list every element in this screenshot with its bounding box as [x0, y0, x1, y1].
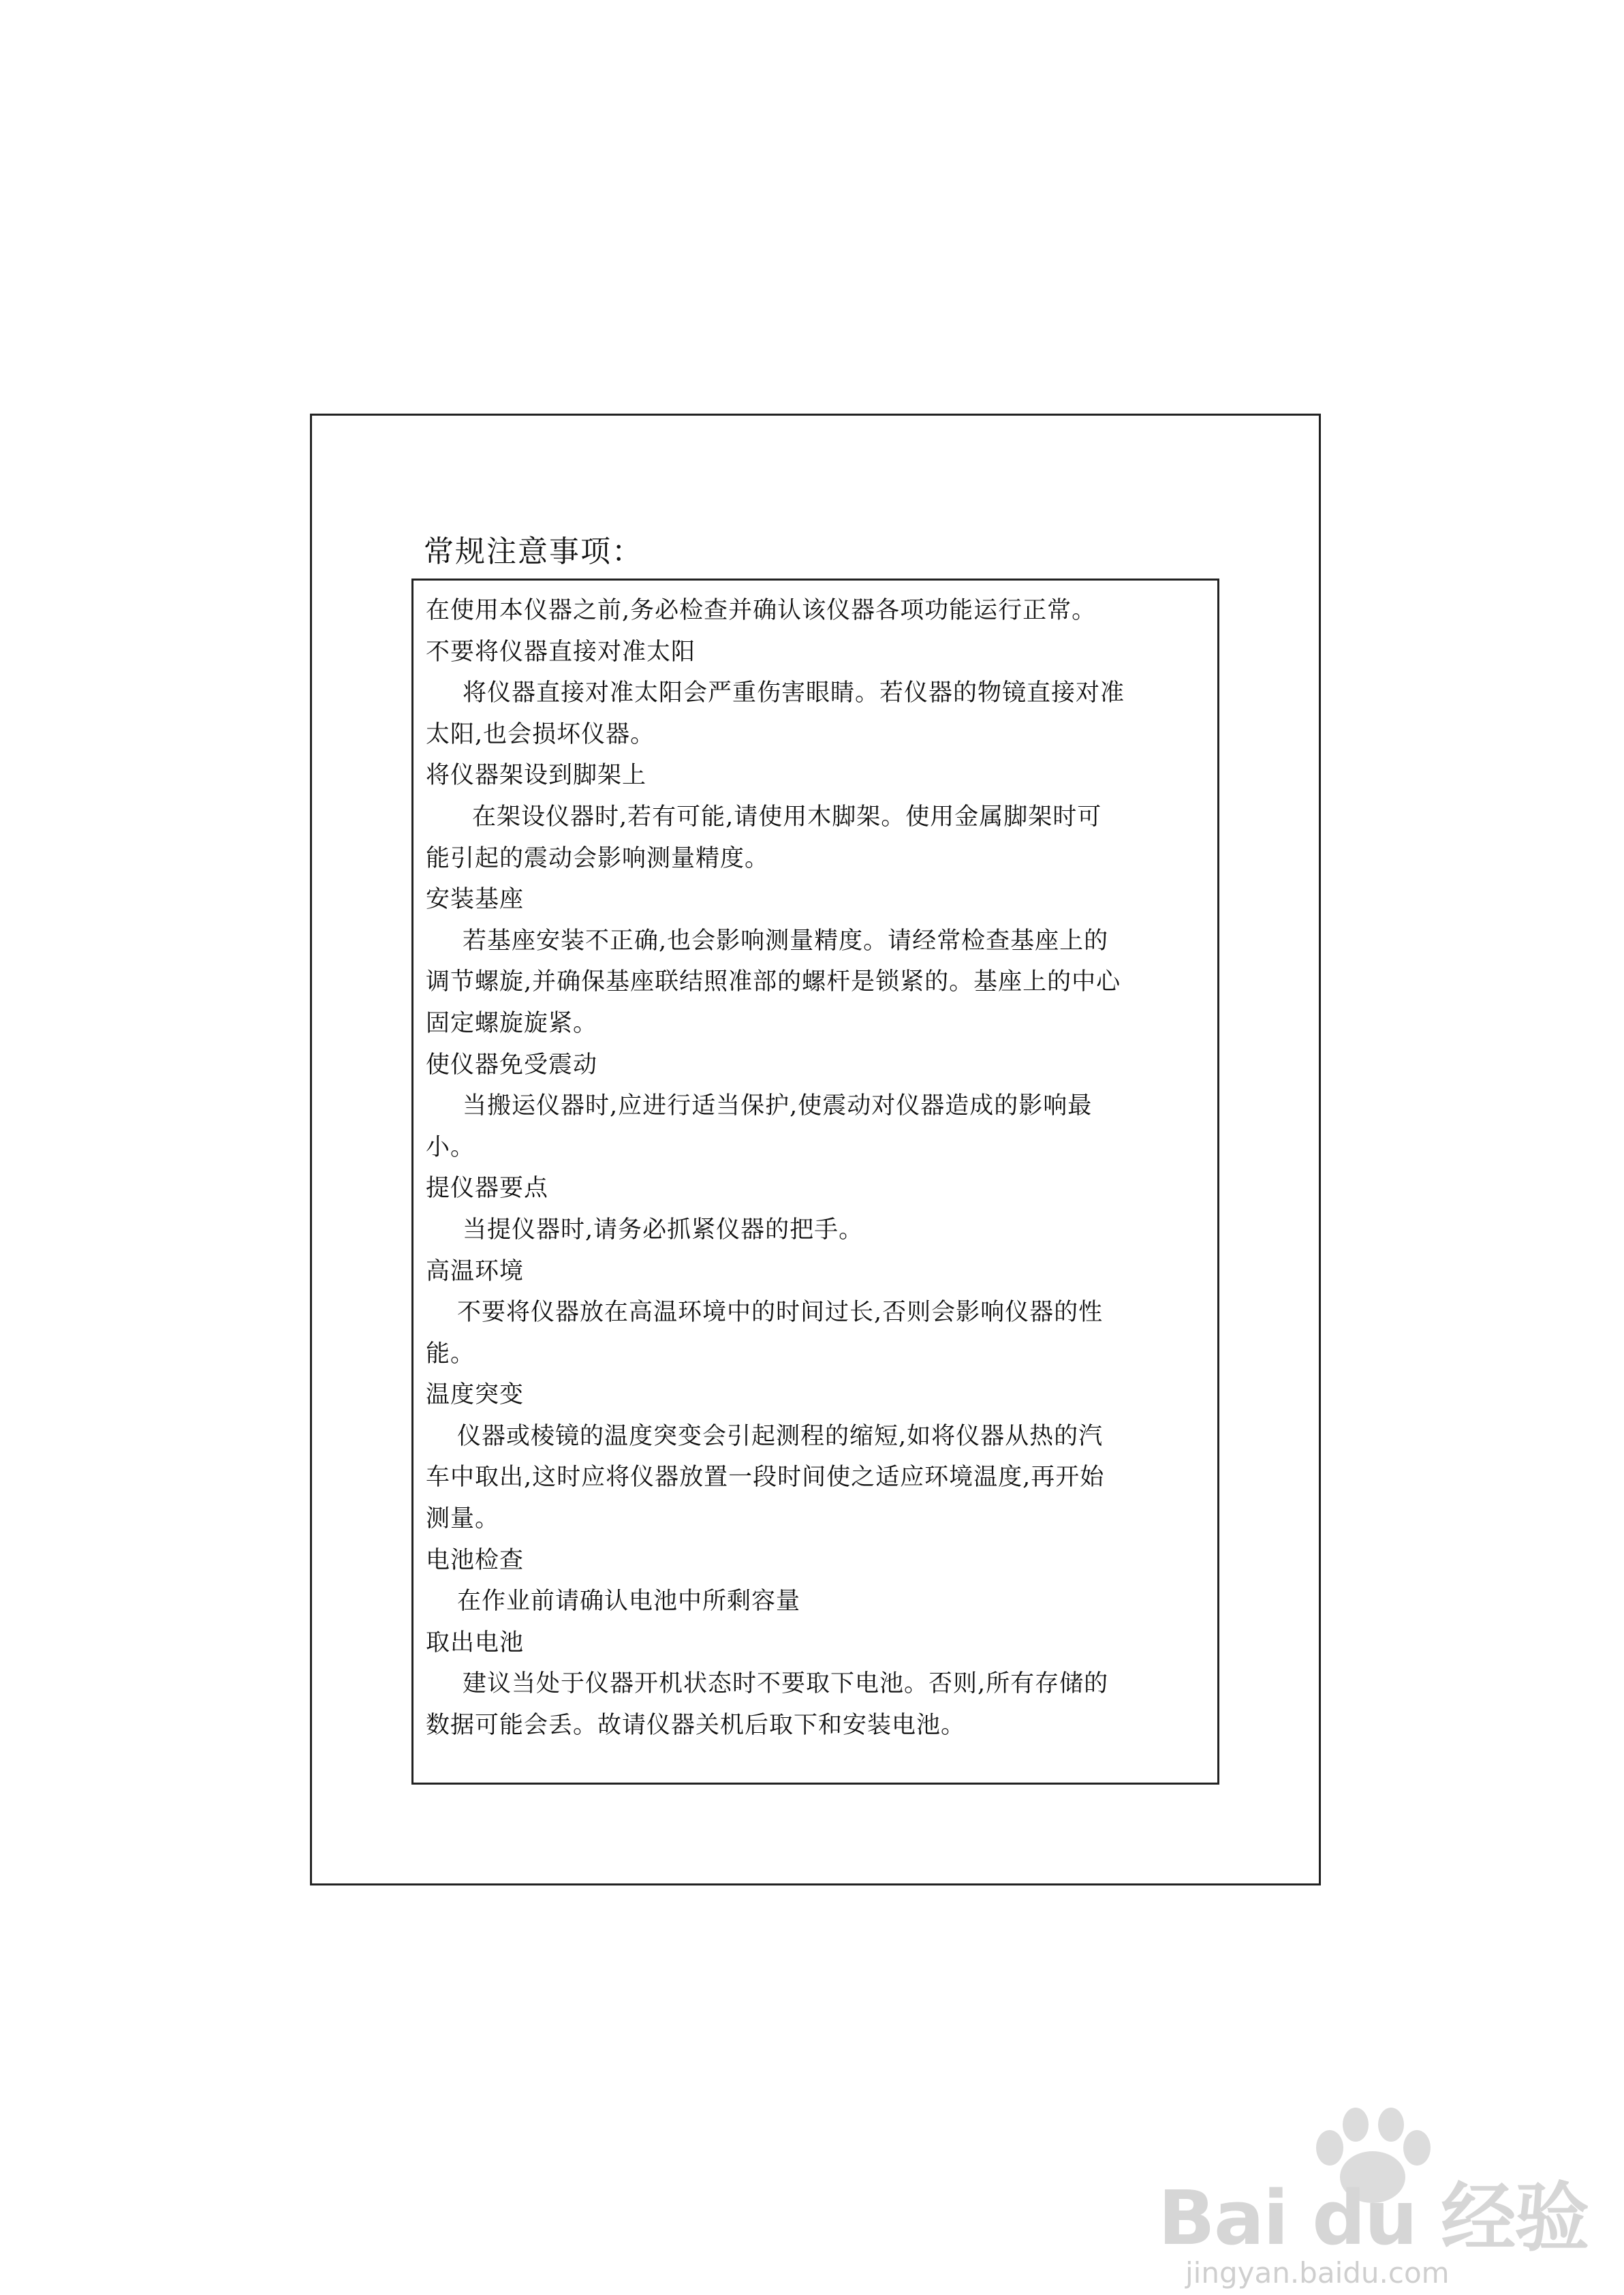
note-line: 能引起的震动会影响测量精度。 — [426, 844, 770, 872]
baidu-watermark — [1158, 2106, 1589, 2290]
note-line: 不要将仪器放在高温环境中的时间过长,否则会影响仪器的性 — [457, 1299, 1104, 1327]
section-heading: 常规注意事项： — [424, 534, 643, 569]
note-subheading: 安装基座 — [426, 886, 525, 914]
note-line: 测量。 — [426, 1505, 500, 1533]
note-subheading: 提仪器要点 — [426, 1175, 549, 1203]
note-subheading: 使仪器免受震动 — [426, 1051, 598, 1079]
note-line: 数据可能会丢。故请仪器关机后取下和安装电池。 — [426, 1712, 966, 1740]
watermark-url: jingyan.baidu.com — [1185, 2256, 1450, 2290]
note-subheading: 温度突变 — [426, 1381, 525, 1409]
watermark-logo-text: Bai du 经验 — [1158, 2174, 1589, 2262]
note-subheading: 将仪器架设到脚架上 — [426, 762, 647, 790]
note-line: 若基座安装不正确,也会影响测量精度。请经常检查基座上的 — [463, 927, 1109, 955]
note-line: 小。 — [426, 1133, 475, 1161]
note-line: 当提仪器时,请务必抓紧仪器的把手。 — [463, 1216, 864, 1244]
note-line: 在使用本仪器之前,务必检查并确认该仪器各项功能运行正常。 — [426, 597, 1097, 624]
note-line: 固定螺旋旋紧。 — [426, 1009, 598, 1037]
note-line: 仪器或棱镜的温度突变会引起测程的缩短,如将仪器从热的汽 — [457, 1422, 1104, 1450]
note-line: 当搬运仪器时,应进行适当保护,使震动对仪器造成的影响最 — [463, 1092, 1093, 1120]
note-line: 建议当处于仪器开机状态时不要取下电池。否则,所有存储的 — [463, 1670, 1109, 1698]
note-line: 在架设仪器时,若有可能,请使用木脚架。使用金属脚架时可 — [472, 803, 1102, 831]
note-line: 车中取出,这时应将仪器放置一段时间使之适应环境温度,再开始 — [426, 1464, 1105, 1492]
note-subheading: 不要将仪器直接对准太阳 — [426, 638, 696, 666]
note-subheading: 取出电池 — [426, 1629, 525, 1657]
note-subheading: 高温环境 — [426, 1257, 525, 1285]
note-line: 调节螺旋,并确保基座联结照准部的螺杆是锁紧的。基座上的中心 — [426, 968, 1121, 996]
notes-box — [411, 579, 1219, 1785]
note-subheading: 电池检查 — [426, 1546, 525, 1574]
note-line: 能。 — [426, 1340, 475, 1368]
note-line: 将仪器直接对准太阳会严重伤害眼睛。若仪器的物镜直接对准 — [463, 679, 1125, 707]
note-line: 太阳,也会损坏仪器。 — [426, 720, 655, 748]
note-line: 在作业前请确认电池中所剩容量 — [457, 1588, 801, 1616]
